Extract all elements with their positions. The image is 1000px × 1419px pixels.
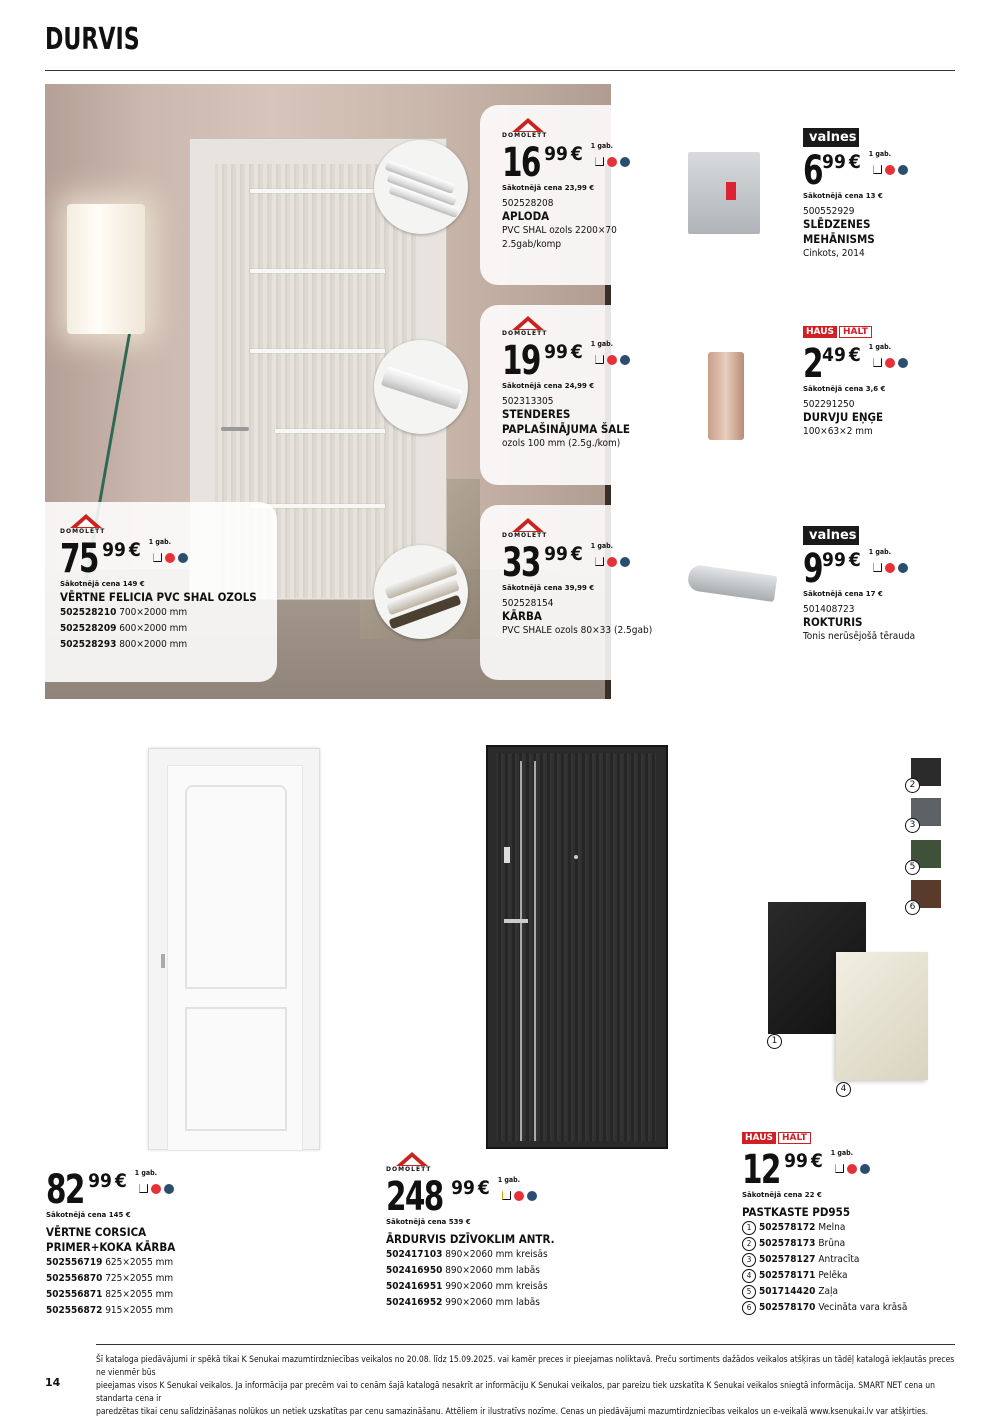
- white-door-image: [148, 748, 320, 1150]
- felicia-name: VĒRTNE FELICIA PVC SHAL OZOLS: [60, 590, 257, 604]
- glass-strip: [250, 269, 385, 273]
- corsica-variant: 502556872 915×2055 mm: [46, 1305, 174, 1316]
- felicia-orig-price: Sākotnējā cena 149 €: [60, 580, 145, 588]
- karba-image: [374, 545, 468, 639]
- pickup-icon: [620, 355, 630, 365]
- aploda-name: APLODA: [502, 209, 550, 223]
- glass-strip: [275, 429, 385, 433]
- pastkaste-orig-price: Sākotnējā cena 22 €: [742, 1191, 822, 1199]
- ardurvis-variant: 502416952 990×2060 mm labās: [386, 1297, 540, 1308]
- karba-block: [502, 518, 652, 638]
- sledzenes-price: 6 99 € 1 gab.: [803, 151, 908, 191]
- disclaimer-line: pieejamas visos K Senukai veikalos. Ja informācija par precēm vai to cenām šajā katalogā nesakrīt ar informāciju K Senukai veikalos, par pareizu tiek uzskatīta K Senukai veikalos sniegtā informācija. SMART NET cena un standarta cena ir: [96, 1381, 935, 1404]
- corsica-variant: 502556719 625×2055 mm: [46, 1257, 174, 1268]
- pastkaste-variant: 5 501714420 Zaļa: [742, 1284, 907, 1300]
- stenderes-orig-price: Sākotnējā cena 24,99 €: [502, 382, 595, 390]
- aploda-desc: PVC SHAL ozols 2200×70: [502, 225, 617, 236]
- sledzenes-code: 500552929: [803, 206, 855, 217]
- sledzenes-block: [803, 128, 908, 261]
- sledzenes-name: SLĒDZENES: [803, 217, 871, 231]
- mailbox-label: 1: [767, 1034, 782, 1049]
- pastkaste-name: PASTKASTE PD955: [742, 1205, 851, 1219]
- karba-price: 33 99 € 1 gab.: [502, 543, 652, 583]
- aploda-block: [502, 118, 630, 252]
- pastkaste-variant: 4 502578171 Pelēka: [742, 1268, 907, 1284]
- glass-strip: [250, 189, 385, 193]
- corsica-name2: PRIMER+KOKA KĀRBA: [46, 1240, 176, 1254]
- footer-rule: [96, 1344, 955, 1345]
- pickup-icon: [178, 553, 188, 563]
- valnes-logo: valnes: [803, 128, 859, 147]
- corsica-variant: 502556871 825×2055 mm: [46, 1289, 174, 1300]
- recycle-bin-icon: [153, 553, 162, 562]
- ardurvis-price: 248 99 € 1 gab.: [386, 1177, 555, 1217]
- haus-halt-logo: HAUS HALT: [803, 326, 908, 338]
- lock-mechanism-image: [688, 152, 760, 234]
- ardurvis-name: ĀRDURVIS DZĪVOKLIM ANTR.: [386, 1232, 555, 1246]
- no-icon: [885, 165, 895, 175]
- handle-image: [687, 564, 778, 602]
- ardurvis-variant: 502416951 990×2060 mm kreisās: [386, 1281, 548, 1292]
- haus-halt-logo: HAUS HALT: [742, 1132, 907, 1144]
- recycle-bin-icon: [835, 1164, 844, 1173]
- variant-number: 2: [742, 1237, 756, 1251]
- stenderes-code: 502313305: [502, 396, 554, 407]
- pastkaste-block: [742, 1132, 907, 1316]
- felicia-variant: 502528209 600×2000 mm: [60, 623, 188, 634]
- aploda-image: [374, 140, 468, 234]
- no-icon: [885, 563, 895, 573]
- sledzenes-name2: MEHĀNISMS: [803, 232, 875, 246]
- corsica-variant: 502556870 725×2055 mm: [46, 1273, 174, 1284]
- lamp-shade: [67, 204, 145, 334]
- aploda-code: 502528208: [502, 198, 554, 209]
- recycle-bin-icon: [502, 1191, 511, 1200]
- ardurvis-variant: 502417103 890×2060 mm kreisās: [386, 1249, 548, 1260]
- ardurvis-block: [386, 1152, 555, 1311]
- karba-code: 502528154: [502, 598, 554, 609]
- stenderes-name: STENDERES: [502, 407, 571, 421]
- valnes-logo: valnes: [803, 526, 859, 545]
- corsica-block: [46, 1167, 176, 1319]
- dark-door-image: [486, 745, 668, 1149]
- disclaimer: [96, 1354, 956, 1419]
- no-icon: [607, 355, 617, 365]
- pastkaste-variant: 1 502578172 Melna: [742, 1220, 907, 1236]
- rokturis-desc: Tonis nerūsējošā tērauda: [803, 631, 916, 642]
- glass-strip: [250, 349, 385, 353]
- corsica-name: VĒRTNE CORSICA: [46, 1225, 147, 1239]
- no-icon: [165, 553, 175, 563]
- recycle-bin-icon: [873, 358, 882, 367]
- pickup-icon: [527, 1191, 537, 1201]
- karba-orig-price: Sākotnējā cena 39,99 €: [502, 584, 595, 592]
- rokturis-block: [803, 526, 915, 644]
- disclaimer-line: paredzētas tikai cenu salīdzināšanas nolūkos un netiek uzskatītas par cenu samazināšanu. Attēliem ir ilustratīvs nozīme. Cenas un piedāvājumi mazumtirdzniecības veikalos un e-veikalā www.ksenukai.lv var atšķirties.: [96, 1407, 929, 1417]
- swatch-number: 2: [905, 778, 920, 793]
- recycle-bin-icon: [139, 1184, 148, 1193]
- variant-number: 3: [742, 1253, 756, 1267]
- karba-name: KĀRBA: [502, 609, 542, 623]
- domolett-logo: DOMOLETT: [502, 518, 652, 539]
- domolett-logo: DOMOLETT: [60, 514, 257, 535]
- recycle-bin-icon: [595, 557, 604, 566]
- pickup-icon: [898, 165, 908, 175]
- no-icon: [607, 157, 617, 167]
- enge-price: 2 49 € 1 gab.: [803, 344, 908, 384]
- stenderes-image: [374, 340, 468, 434]
- no-icon: [607, 557, 617, 567]
- rokturis-name: ROKTURIS: [803, 615, 863, 629]
- aploda-price: 16 99 € 1 gab.: [502, 143, 630, 183]
- enge-orig-price: Sākotnējā cena 3,6 €: [803, 385, 886, 393]
- no-icon: [514, 1191, 524, 1201]
- rokturis-orig-price: Sākotnējā cena 17 €: [803, 590, 883, 598]
- grey-mailbox-image: [836, 952, 928, 1080]
- no-icon: [885, 358, 895, 368]
- recycle-bin-icon: [595, 157, 604, 166]
- felicia-variant: 502528293 800×2000 mm: [60, 639, 188, 650]
- felicia-block: [60, 514, 257, 653]
- variant-number: 1: [742, 1221, 756, 1235]
- enge-block: [803, 326, 908, 439]
- ardurvis-orig-price: Sākotnējā cena 539 €: [386, 1218, 471, 1226]
- swatch-number: 6: [905, 900, 920, 915]
- corsica-price: 82 99 € 1 gab.: [46, 1170, 175, 1210]
- karba-desc: PVC SHALE ozols 80×33 (2.5gab): [502, 625, 653, 636]
- enge-desc: 100×63×2 mm: [803, 426, 873, 437]
- aploda-orig-price: Sākotnējā cena 23,99 €: [502, 184, 595, 192]
- pastkaste-variant: 3 502578127 Antracīta: [742, 1252, 907, 1268]
- swatch-number: 5: [905, 860, 920, 875]
- pickup-icon: [898, 563, 908, 573]
- eco-icons: [595, 157, 630, 167]
- recycle-bin-icon: [873, 563, 882, 572]
- pickup-icon: [620, 157, 630, 167]
- aploda-desc2: 2.5gab/komp: [502, 239, 562, 250]
- recycle-bin-icon: [873, 165, 882, 174]
- recycle-bin-icon: [595, 355, 604, 364]
- felicia-price: 75 99 € 1 gab.: [60, 539, 257, 579]
- page-number: 14: [45, 1376, 61, 1389]
- pastkaste-variant: 6 502578170 Vecināta vara krāsā: [742, 1300, 907, 1316]
- stenderes-name2: PAPLAŠINĀJUMA ŠALE: [502, 422, 630, 436]
- sledzenes-desc: Cinkots, 2014: [803, 248, 865, 259]
- variant-number: 5: [742, 1285, 756, 1299]
- no-icon: [151, 1184, 161, 1194]
- stenderes-block: [502, 316, 630, 451]
- pastkaste-variants: [742, 1220, 907, 1316]
- domolett-logo: DOMOLETT: [386, 1152, 555, 1173]
- no-icon: [847, 1164, 857, 1174]
- felicia-variant: 502528210 700×2000 mm: [60, 607, 188, 618]
- enge-code: 502291250: [803, 399, 855, 410]
- rokturis-code: 501408723: [803, 604, 855, 615]
- domolett-logo: DOMOLETT: [502, 316, 630, 337]
- corsica-orig-price: Sākotnējā cena 145 €: [46, 1211, 131, 1219]
- stenderes-desc: ozols 100 mm (2.5g./kom): [502, 438, 621, 449]
- disclaimer-line: Šī kataloga piedāvājumi ir spēkā tikai K Senukai mazumtirdzniecības veikalos no 20.08. līdz 15.09.2025. vai kamēr preces ir pieejamas noliktavā. Preču sortiments dažādos veikalos atšķiras un tādēļ katalogā iekļautās preces ne vienmēr būs: [96, 1355, 955, 1378]
- hinge-image: [708, 352, 744, 440]
- swatch-number: 3: [905, 818, 920, 833]
- sledzenes-orig-price: Sākotnējā cena 13 €: [803, 192, 883, 200]
- domolett-logo: DOMOLETT: [502, 118, 630, 139]
- enge-name: DURVJU EŅĢE: [803, 410, 884, 424]
- pickup-icon: [620, 557, 630, 567]
- header-rule: [45, 70, 955, 71]
- page-title: DURVIS: [45, 22, 140, 57]
- pastkaste-price: 12 99 € 1 gab.: [742, 1150, 907, 1190]
- pastkaste-variant: 2 502578173 Brūna: [742, 1236, 907, 1252]
- door-handle: [221, 427, 249, 431]
- mailbox-label: 4: [836, 1082, 851, 1097]
- variant-number: 6: [742, 1301, 756, 1315]
- ardurvis-variant: 502416950 890×2060 mm labās: [386, 1265, 540, 1276]
- rokturis-price: 9 99 € 1 gab.: [803, 549, 915, 589]
- pickup-icon: [164, 1184, 174, 1194]
- stenderes-price: 19 99 € 1 gab.: [502, 341, 630, 381]
- pickup-icon: [898, 358, 908, 368]
- pickup-icon: [860, 1164, 870, 1174]
- variant-number: 4: [742, 1269, 756, 1283]
